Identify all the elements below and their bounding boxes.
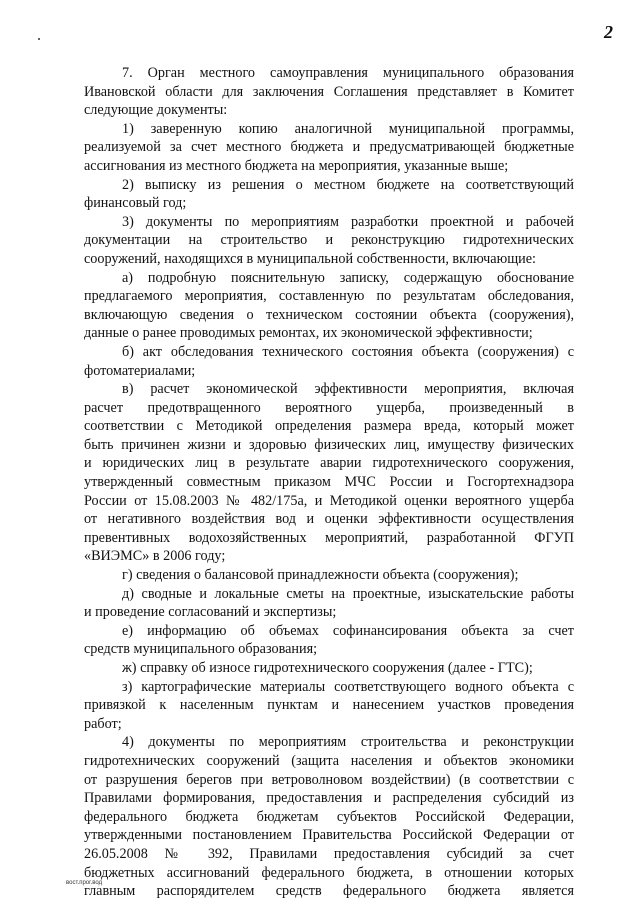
text-line: «ВИЭМС» в 2006 году; (84, 548, 226, 565)
text-line: 2) выписку из решения о местном бюджете на соответствующий (122, 176, 574, 193)
text-line: бюджетных ассигнований федерального бюджета, в отношении которых (84, 864, 574, 881)
text-line: превентивных водохозяйственных мероприятий, разработанной ФГУП (84, 529, 574, 546)
text-line: от разрушения берегов при ветроволновом воздействии) (в соответствии с (84, 771, 574, 788)
document-body (84, 64, 574, 901)
text-line: е) информацию об объемах софинансирования объекта за счет (122, 622, 574, 639)
text-line: предлагаемого мероприятия, составленную по результатам обследования, (84, 288, 574, 305)
text-line: Ивановской области для заключения Соглашения представляет в Комитет (84, 83, 574, 100)
text-line: 26.05.2008 № 392, Правилами предоставления субсидий за счет (84, 845, 574, 862)
text-line: следующие документы: (84, 102, 228, 119)
text-line: в) расчет экономической эффективности мероприятия, включая (122, 381, 574, 398)
text-line: 4) документы по мероприятиям строительства и реконструкции (122, 734, 574, 751)
text-line: утвержденный совместным приказом МЧС России и Госгортехнадзора (84, 474, 574, 491)
text-line: г) сведения о балансовой принадлежности объекта (сооружения); (122, 567, 519, 584)
text-line: б) акт обследования технического состояния объекта (сооружения) с (122, 343, 574, 360)
text-line: 1) заверенную копию аналогичной муниципальной программы, (122, 120, 574, 137)
text-line: сооружений, находящихся в муниципальной собственности, включающие: (84, 250, 536, 267)
text-line: быть причинен жизни и здоровью физических лиц, имуществу физических (84, 436, 574, 453)
page-number: 2 (604, 22, 613, 42)
text-line: работ; (84, 715, 122, 732)
text-line: привязкой к населенным пунктам и нанесением участков проведения (84, 697, 574, 714)
footer-filename: вост.прог.вод (66, 880, 103, 886)
scan-speck (38, 38, 40, 40)
text-line: главным распорядителем средств федерального бюджета является (84, 883, 574, 900)
text-line: расчет предотвращенного вероятного ущерба, произведенный в (84, 399, 574, 416)
text-line: з) картографические материалы соответствующего водного объекта с (122, 678, 574, 695)
text-line: включающую сведения о техническом состоянии объекта (сооружения), (84, 306, 574, 323)
text-line: 3) документы по мероприятиям разработки проектной и рабочей (122, 213, 574, 230)
text-line: фотоматериалами; (84, 362, 196, 379)
text-line: России от 15.08.2003 № 482/175а, и Методикой оценки вероятного ущерба (84, 492, 574, 509)
text-line: д) сводные и локальные сметы на проектные, изыскательские работы (122, 585, 574, 602)
text-line: ассигнования из местного бюджета на мероприятия, указанные выше; (84, 157, 509, 174)
text-line: и юридических лиц в результате аварии гидротехнического сооружения, (84, 455, 574, 472)
text-line: соответствии с Методикой определения размера вреда, который может (84, 418, 574, 435)
text-line: Правилами формирования, предоставления и распределения субсидий из (84, 790, 574, 807)
text-line: от негативного воздействия вод и оценки эффективности осуществления (84, 511, 574, 528)
text-line: финансовый год; (84, 195, 187, 212)
text-line: утвержденными постановлением Правительства Российской Федерации от (84, 827, 574, 844)
text-line: гидротехнических сооружений (защита населения и объектов экономики (84, 752, 574, 769)
text-line: данные о ранее проводимых ремонтах, их экономической эффективности; (84, 325, 533, 342)
text-line: и проведение согласований и экспертизы; (84, 604, 337, 621)
text-line: федерального бюджета бюджетам субъектов Российской Федерации, (84, 808, 574, 825)
text-line: документации на строительство и реконструкцию гидротехнических (84, 232, 574, 249)
text-line: а) подробную пояснительную записку, содержащую обоснование (122, 269, 574, 286)
text-line: ж) справку об износе гидротехнического сооружения (далее - ГТС); (122, 660, 533, 676)
text-line: 7. Орган местного самоуправления муниципального образования (122, 65, 574, 81)
text-line: средств муниципального образования; (84, 641, 318, 658)
text-line: реализуемой за счет местного бюджета и предусматривающей бюджетные (84, 139, 574, 156)
